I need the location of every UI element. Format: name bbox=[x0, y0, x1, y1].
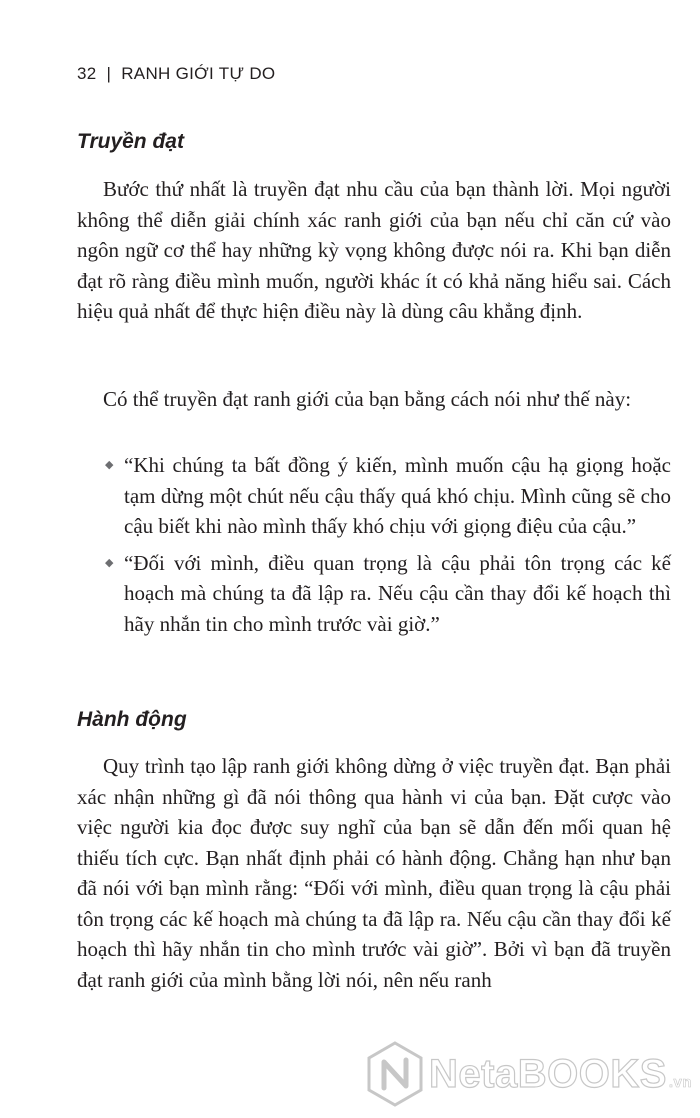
diamond-bullet-icon: ◆ bbox=[105, 458, 114, 471]
diamond-bullet-icon: ◆ bbox=[105, 555, 114, 569]
watermark-brand bbox=[429, 1052, 692, 1097]
watermark-brand-name: NetaBOOKS bbox=[429, 1052, 667, 1096]
netabooks-logo-icon bbox=[365, 1040, 425, 1108]
list-item bbox=[77, 450, 671, 542]
page-number: 32 bbox=[77, 64, 97, 83]
bullet-text: “Khi chúng ta bất đồng ý kiến, mình muốn cậu hạ giọng hoặc tạm dừng một chút nếu cậu thấy quá khó chịu. Mình cũng sẽ cho cậu biết khi nào mình thấy khó chịu với giọng điệu của cậu.” bbox=[124, 453, 671, 538]
watermark bbox=[365, 1040, 695, 1112]
paragraph-communicate-2: Có thể truyền đạt ranh giới của bạn bằng cách nói như thế này: bbox=[103, 387, 632, 411]
header-separator: | bbox=[106, 64, 112, 83]
paragraph-action-1: Quy trình tạo lập ranh giới không dừng ở việc truyền đạt. Bạn phải xác nhận những gì đã nói thông qua hành vi của bạn. Đặt cược vào việc người kia đọc được suy nghĩ của bạn sẽ dẫn đến mối quan hệ thiếu tích cực. Bạn nhất định phải có hành động. Chẳng hạn như bạn đã nói với bạn mình rằng: “Đối với mình, điều quan trọng là cậu phải tôn trọng các kế hoạch mà chúng ta đã lập ra. Nếu cậu cần thay đổi kế hoạch thì hãy nhắn tin cho mình trước vài giờ”. Bởi vì bạn đã truyền đạt ranh giới của mình bằng lời nói, nên nếu ranh bbox=[77, 754, 671, 992]
section-heading-communicate: Truyền đạt bbox=[77, 130, 184, 153]
paragraph-communicate-1: Bước thứ nhất là truyền đạt nhu cầu của bạn thành lời. Mọi người không thể diễn giải chính xác ranh giới của bạn nếu chỉ căn cứ vào ngôn ngữ cơ thể hay những kỳ vọng không được nói ra. Khi bạn diễn đạt rõ ràng điều mình muốn, người khác ít có khả năng hiểu sai. Cách hiệu quả nhất để thực hiện điều này là dùng câu khẳng định. bbox=[77, 177, 671, 323]
running-header bbox=[77, 64, 275, 84]
bullet-text: “Đối với mình, điều quan trọng là cậu phải tôn trọng các kế hoạch mà chúng ta đã lập ra. Nếu cậu cần thay đổi kế hoạch thì hãy nhắn tin cho mình trước vài giờ.” bbox=[124, 550, 671, 636]
example-bullet-list bbox=[77, 450, 671, 639]
list-item bbox=[77, 548, 671, 640]
watermark-suffix: .vn bbox=[668, 1074, 693, 1091]
book-title: RANH GIỚI TỰ DO bbox=[121, 64, 276, 83]
section-heading-action: Hành động bbox=[77, 708, 187, 731]
